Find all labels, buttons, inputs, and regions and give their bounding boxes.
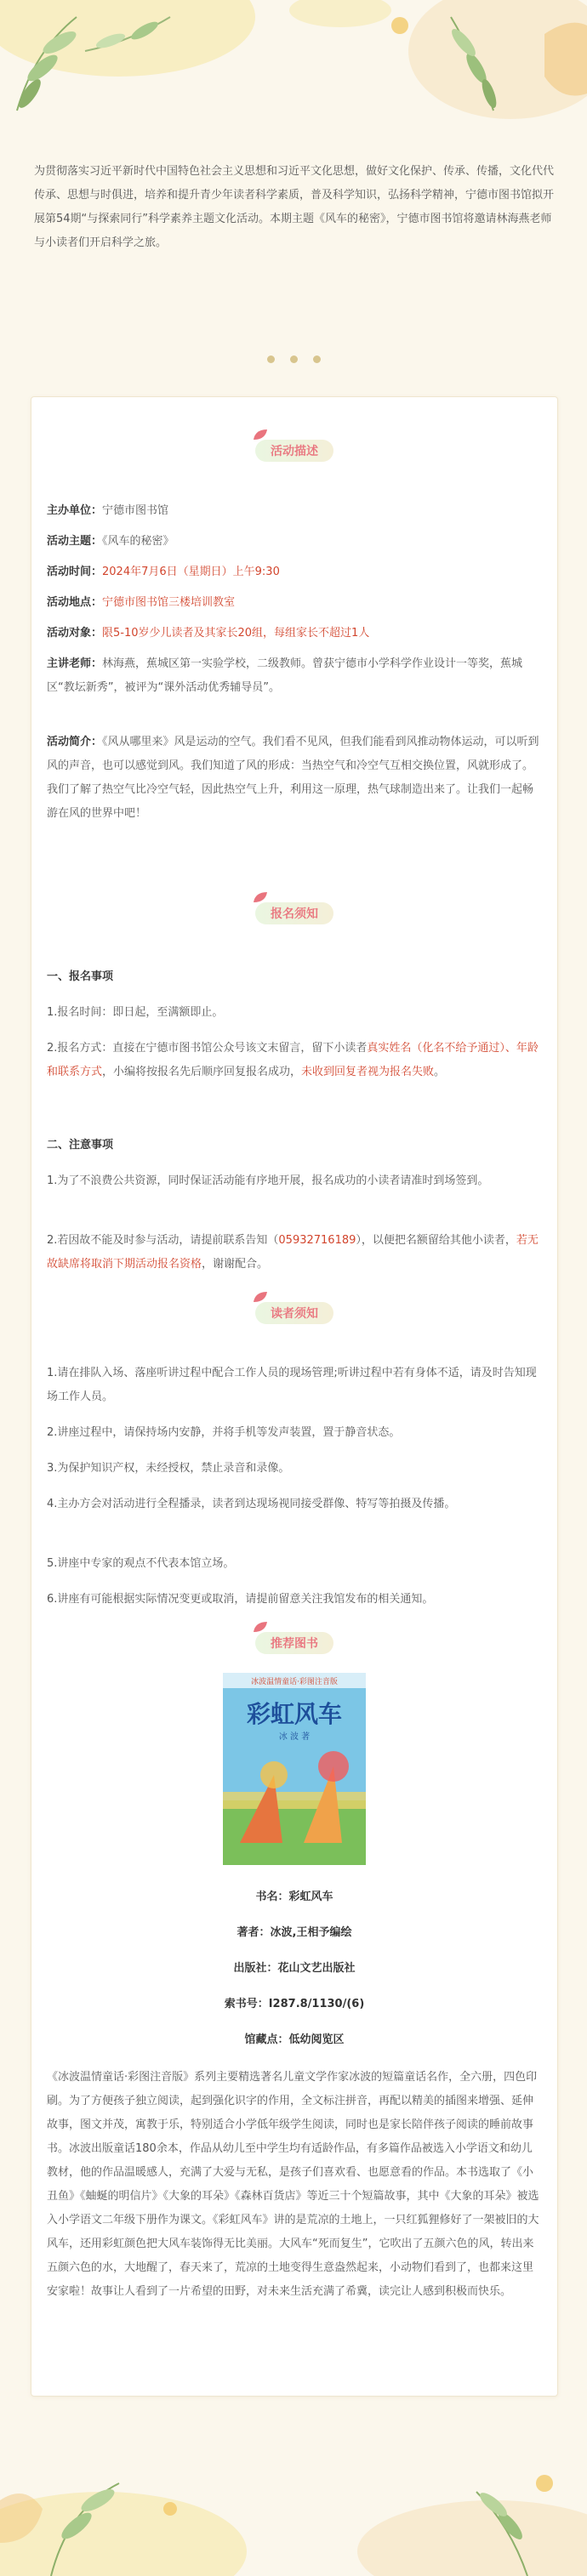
book-description: 《冰波温情童话·彩图注音版》系列主要精选著名儿童文学作家冰波的短篇童话名作，全六册，四色印刷。为了方便孩子独立阅读，起到强化识字的作用，全文标注拼音，再配以精美的插图来增强、延伸故事，图文并茂，寓教于乐，特别适合小学低年级学生阅读，同时也是家长陪伴孩子阅读的睡前故事书。冰波出版童话180余本，作品从幼儿至中学生均有适龄作品，有多篇作品被选入小学语文和幼儿教材，他的作品温暖感人，充满了大爱与无私，是孩子们喜欢看、也愿意看的作品。本书选取了《小丑鱼》《蚰蜒的明信片》《大象的耳朵》《森林百货店》等近三十个短篇故事，其中《大象的耳朵》被选入小学语文二年级下册作为课文。《彩虹风车》讲的是荒凉的土地上，一只红狐狸修好了一架被旧的大风车，还用彩虹颜色把大风车装饰得无比美丽。大风车“死而复生”，它吹出了五颜六色的风，转出来五颜六色的水，大地醒了，春天来了，荒凉的土地变得生意盎然起来，小动物们看到了，也都来这里安家啦！故事让人看到了一片希望的田野，对未来生活充满了希冀，读完让人感到积极而快乐。	[47, 2071, 539, 2298]
leaf-icon	[252, 1620, 269, 1634]
note-1: 1.为了不浪费公共资源，同时保证活动能有序地开展，报名成功的小读者请准时到场签到。	[47, 1174, 489, 1187]
organizer-row: 主办单位：宁德市图书馆	[47, 504, 169, 517]
signup-method: 2.报名方式：直接在宁德市图书馆公众号该文末留言，留下小读者真实姓名（化名不给予通过）、年龄和联系方式，小编将按报名先后顺序回复报名成功，未收到回复者视为报名失败。	[47, 1042, 539, 1078]
signup-time: 1.报名时间：即日起，至满额即止。	[47, 1006, 224, 1019]
foliage-illustration	[0, 0, 587, 136]
footer-decoration	[0, 2381, 587, 2576]
book-publisher-info: 出版社：花山文艺出版社	[233, 1962, 356, 1975]
reader-item: 1.请在排队入场、落座听讲过程中配合工作人员的现场管理;听讲过程中若有身体不适，请及时告知现场工作人员。	[47, 1367, 537, 1403]
header-decoration	[0, 0, 587, 136]
book-title-info: 书名：彩虹风车	[255, 1891, 333, 1903]
place-row: 活动地点：宁德市图书馆三楼培训教室	[47, 596, 236, 609]
svg-text:冰 波 著: 冰 波 著	[278, 1732, 311, 1742]
target-row: 活动对象：限5-10岁少儿读者及其家长20组，每组家长不超过1人	[47, 627, 370, 640]
book-callno-info: 索书号：I287.8/1130/(6)	[224, 1998, 365, 2010]
reader-section-title: 读者须知	[31, 1302, 557, 1324]
leaf-icon	[252, 428, 269, 441]
book-section-title: 推荐图书	[31, 1632, 557, 1654]
intro-paragraph: 为贯彻落实习近平新时代中国特色社会主义思想和习近平文化思想，做好文化保护、传承、传播，文化代代传承、思想与时俱进，培养和提升青少年读者科学素质，普及科学知识，弘扬科学精神，宁德市图书馆拟开展第54期“与探索同行”科学素养主题文化活动。本期主题《风车的秘密》，宁德市图书馆将邀请林海燕老师与小读者们开启科学之旅。	[34, 165, 555, 249]
activity-section-title: 活动描述	[31, 440, 557, 462]
notes-heading: 二、注意事项	[47, 1139, 114, 1152]
book-location-info: 馆藏点：低幼阅览区	[244, 2033, 345, 2046]
svg-text:彩虹风车: 彩虹风车	[246, 1700, 343, 1728]
reader-item: 2.讲座过程中，请保持场内安静，并将手机等发声装置，置于静音状态。	[47, 1426, 401, 1439]
footer-foliage-illustration	[0, 2381, 587, 2576]
theme-row: 活动主题：《风车的秘密》	[47, 535, 174, 548]
section-divider-dots	[0, 350, 587, 367]
book-cover-art	[223, 1673, 366, 1865]
speaker-row: 主讲老师：林海燕，蕉城区第一实验学校，二级教师。曾获宁德市小学科学作业设计一等奖，蕉城区“教坛新秀”，被评为“课外活动优秀辅导员”。	[47, 657, 523, 694]
reader-item: 4.主办方会对活动进行全程播录，读者到达现场视同接受群像、特写等拍摄及传播。	[47, 1498, 456, 1510]
time-row: 活动时间：2024年7月6日（星期日）上午9:30	[47, 566, 280, 578]
reader-item: 5.讲座中专家的观点不代表本馆立场。	[47, 1557, 235, 1570]
signup-section-title: 报名须知	[31, 902, 557, 924]
svg-text:冰波温情童话·彩图注音版: 冰波温情童话·彩图注音版	[251, 1678, 338, 1686]
leaf-icon	[252, 1290, 269, 1304]
activity-intro-row: 活动简介：《风从哪里来》风是运动的空气。我们看不见风，但我们能看到风推动物体运动，可以听到风的声音，也可以感觉到风。我们知道了风的形成：当热空气和冷空气互相交换位置，风就形成了。我们了解了热空气比冷空气轻，因此热空气上升，利用这一原理，热气球制造出来了。让我们一起畅游在风的世界中吧！	[47, 736, 539, 820]
content-card	[31, 396, 558, 2397]
book-author-info: 著者：冰波,王相予编绘	[237, 1926, 352, 1939]
book-cover[interactable]	[223, 1673, 366, 1865]
note-2: 2.若因故不能及时参与活动，请提前联系告知（05932716189），以便把名额留给其他小读者，若无故缺席将取消下期活动报名资格，谢谢配合。	[47, 1234, 539, 1271]
reader-item: 3.为保护知识产权，未经授权，禁止录音和录像。	[47, 1462, 290, 1475]
signup-heading: 一、报名事项	[47, 970, 114, 983]
leaf-icon	[252, 890, 269, 904]
reader-item: 6.讲座有可能根据实际情况变更或取消，请提前留意关注我馆发布的相关通知。	[47, 1593, 434, 1606]
